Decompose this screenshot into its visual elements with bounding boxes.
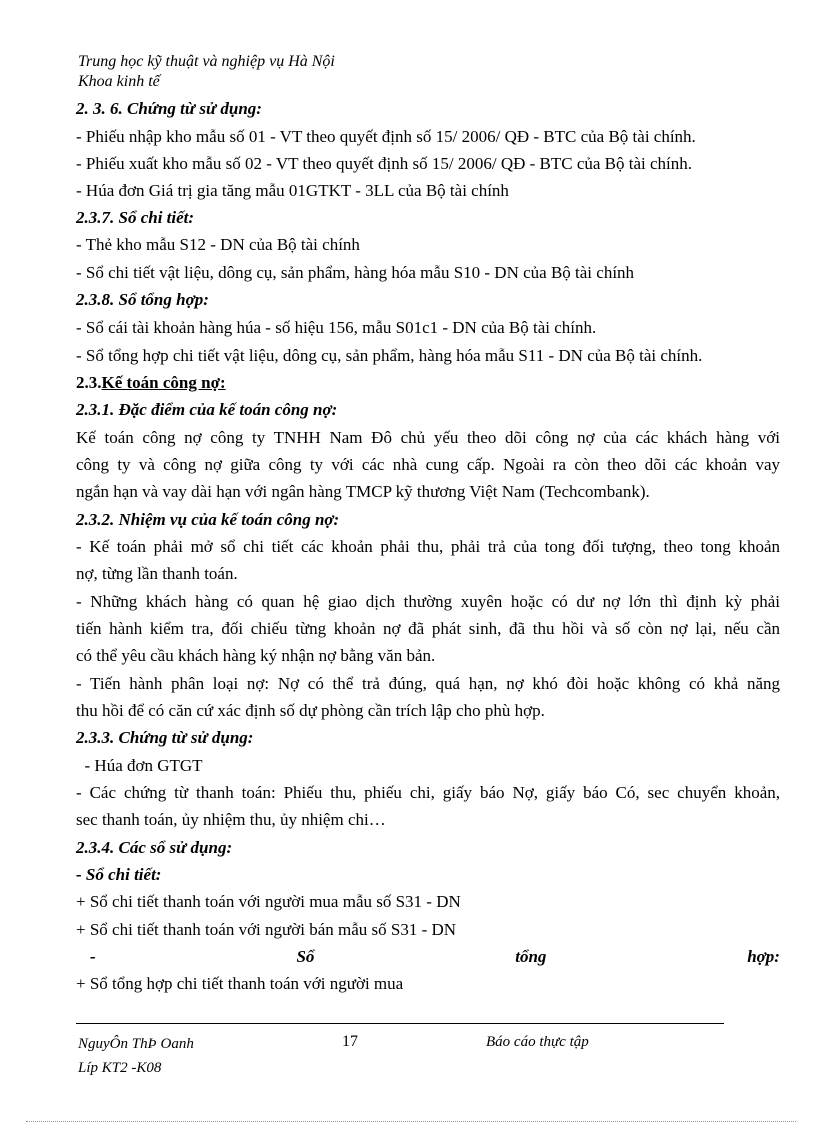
heading-2-3 bbox=[76, 372, 226, 394]
heading-2-3-4: 2.3.4. Các sổ sử dụng: bbox=[76, 838, 233, 857]
paragraph-line: - Các chứng từ thanh toán: Phiếu thu, phiếu chi, giấy báo Nợ, giấy báo Có, sec chuyển khoản, bbox=[76, 783, 780, 802]
footer-divider bbox=[76, 1023, 724, 1024]
heading-2-3-1: 2.3.1. Đặc điểm của kế toán công nợ: bbox=[76, 400, 338, 419]
footer-author: NguyÔn ThÞ Oanh bbox=[78, 1036, 194, 1052]
header-school: Trung học kỹ thuật và nghiệp vụ Hà Nội bbox=[78, 53, 335, 70]
paragraph-line: tiến hành kiểm tra, đối chiếu từng khoản nợ đã phát sinh, đã thu hồi và số còn nợ lại, nếu cần bbox=[76, 619, 780, 638]
heading-2-3-6: 2. 3. 6. Chứng từ sử dụng: bbox=[76, 99, 262, 118]
list-item: - Húa đơn Giá trị gia tăng mẫu 01GTKT - 3LL của Bộ tài chính bbox=[76, 181, 509, 200]
header-faculty: Khoa kinh tế bbox=[78, 73, 160, 90]
heading-2-3-2: 2.3.2. Nhiệm vụ của kế toán công nợ: bbox=[76, 510, 340, 529]
list-item: + Sổ chi tiết thanh toán với người bán mẫu số S31 - DN bbox=[76, 920, 457, 939]
list-item: - Húa đơn GTGT bbox=[76, 756, 203, 775]
subheading-so-chi-tiet: - Sổ chi tiết: bbox=[76, 865, 162, 884]
list-item: - Sổ chi tiết vật liệu, dông cụ, sản phẩm, hàng hóa mẫu S10 - DN của Bộ tài chính bbox=[76, 263, 635, 282]
spread-word: Sổ bbox=[296, 947, 315, 966]
paragraph-line: - Tiến hành phân loại nợ: Nợ có thể trả đúng, quá hạn, nợ khó đòi hoặc không có khả năng bbox=[76, 674, 780, 693]
subheading-so-tong-hop bbox=[76, 946, 780, 968]
footer-report-title: Báo cáo thực tập bbox=[486, 1034, 589, 1050]
heading-number: 2.3.8. bbox=[76, 290, 115, 309]
list-item: - Thẻ kho mẫu S12 - DN của Bộ tài chính bbox=[76, 235, 360, 254]
list-item: + Sổ chi tiết thanh toán với người mua mẫu số S31 - DN bbox=[76, 892, 461, 911]
list-item: - Phiếu xuất kho mẫu số 02 - VT theo quyết định số 15/ 2006/ QĐ - BTC của Bộ tài chính. bbox=[76, 154, 693, 173]
paragraph-line: thu hồi để có căn cứ xác định số dự phòng cần trích lập cho phù hợp. bbox=[76, 701, 545, 720]
footer-class: Líp KT2 -K08 bbox=[78, 1060, 162, 1076]
paragraph-line: - Kế toán phải mở sổ chi tiết các khoản phải thu, phải trả của tong đối tượng, theo tong khoản bbox=[76, 537, 780, 556]
list-item: - Sổ cái tài khoản hàng húa - số hiệu 156, mẫu S01c1 - DN của Bộ tài chính. bbox=[76, 318, 597, 337]
paragraph-line: có thể yêu cầu khách hàng ký nhận nợ bằng văn bản. bbox=[76, 646, 436, 665]
paragraph-line: - Những khách hàng có quan hệ giao dịch thường xuyên hoặc có dư nợ lớn thì định kỳ phải bbox=[76, 592, 780, 611]
page-number: 17 bbox=[342, 1033, 358, 1050]
paragraph-line: sec thanh toán, ủy nhiệm thu, ủy nhiệm chi… bbox=[76, 810, 386, 829]
paragraph-line: Kế toán công nợ công ty TNHH Nam Đô chủ yếu theo dõi công nợ của các khách hàng với bbox=[76, 428, 780, 447]
page-bottom-border bbox=[26, 1121, 796, 1122]
heading-2-3-7 bbox=[76, 207, 194, 229]
paragraph-line: công ty và công nợ giữa công ty với các nhà cung cấp. Ngoài ra còn theo dõi các khoản vay bbox=[76, 455, 780, 474]
paragraph-line: nợ, từng lần thanh toán. bbox=[76, 564, 238, 583]
list-item: - Sổ tổng hợp chi tiết vật liệu, dông cụ, sản phẩm, hàng hóa mẫu S11 - DN của Bộ tài chính. bbox=[76, 346, 703, 365]
paragraph-line: ngắn hạn và vay dài hạn với ngân hàng TMCP kỹ thương Việt Nam (Techcombank). bbox=[76, 482, 650, 501]
heading-text: Sổ chi tiết: bbox=[118, 208, 195, 227]
heading-text: Kế toán công nợ: bbox=[101, 373, 226, 392]
spread-word: - bbox=[90, 947, 96, 966]
heading-number: 2.3.7. bbox=[76, 208, 115, 227]
heading-number: 2.3. bbox=[76, 373, 102, 392]
spread-word: hợp: bbox=[747, 947, 780, 966]
heading-2-3-3: 2.3.3. Chứng từ sử dụng: bbox=[76, 728, 254, 747]
heading-2-3-8 bbox=[76, 289, 209, 311]
list-item: + Sổ tổng hợp chi tiết thanh toán với người mua bbox=[76, 974, 404, 993]
spread-word: tổng bbox=[515, 947, 547, 966]
list-item: - Phiếu nhập kho mẫu số 01 - VT theo quyết định số 15/ 2006/ QĐ - BTC của Bộ tài chính. bbox=[76, 127, 696, 146]
heading-text: Sổ tổng hợp: bbox=[118, 290, 209, 309]
